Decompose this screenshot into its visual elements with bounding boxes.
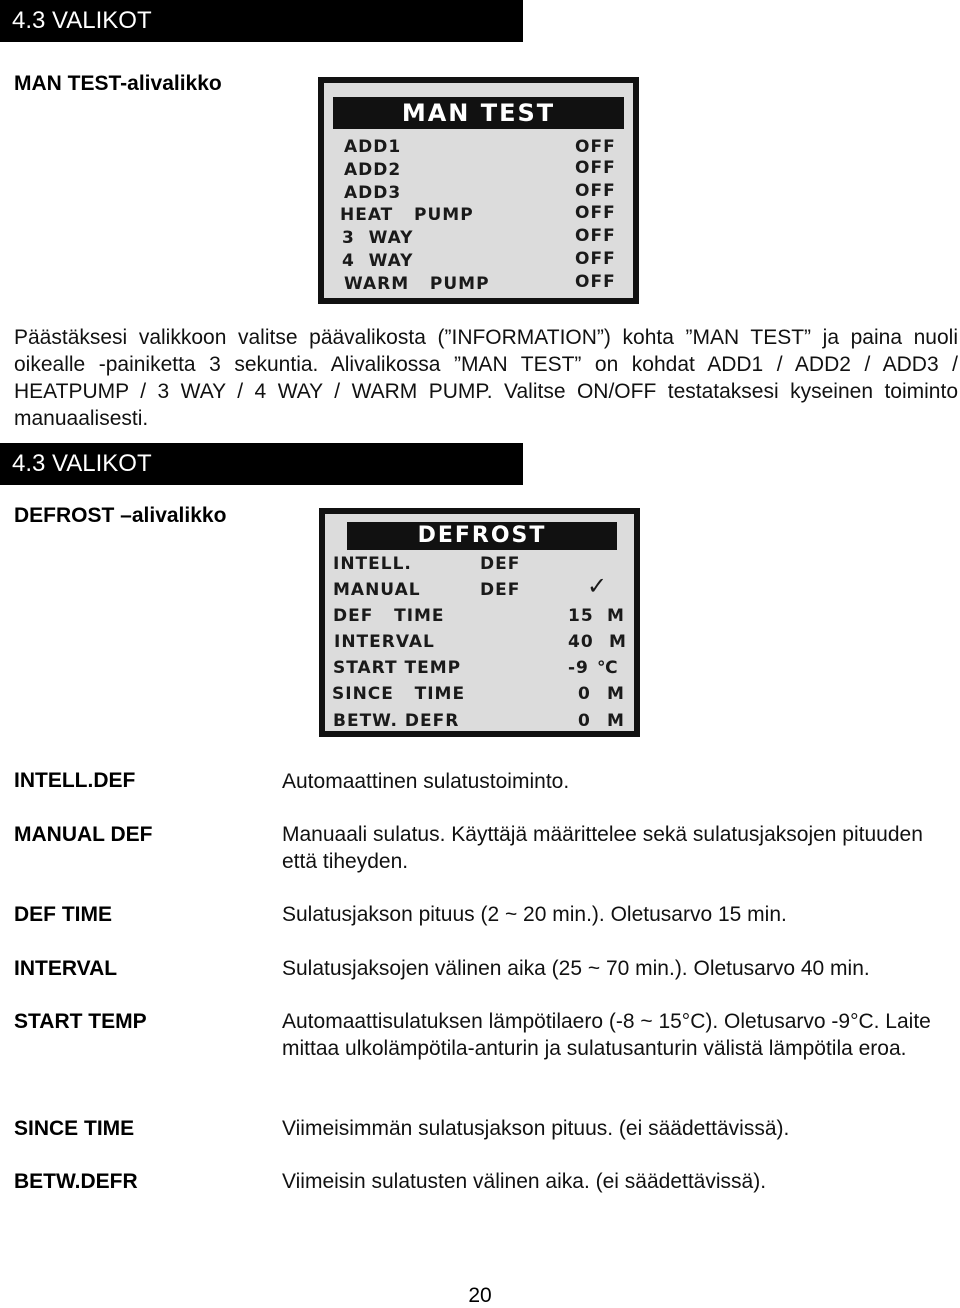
man-test-subheading: MAN TEST-alivalikko: [14, 72, 222, 95]
lcd-row-mid: DEF: [480, 554, 521, 574]
definition-description: Manuaali sulatus. Käyttäjä määrittelee sekä sulatusjaksojen pituuden että tiheyden.: [282, 823, 923, 873]
lcd-title: MAN TEST: [333, 97, 624, 129]
lcd-row-label: START TEMP: [333, 658, 462, 678]
definition-term: START TEMP: [14, 1010, 147, 1033]
lcd-row-value: OFF: [575, 272, 616, 292]
man-test-paragraph: Päästäksesi valikkoon valitse päävalikosta (”INFORMATION”) kohta ”MAN TEST” ja paina nuoli oikealle -painiketta 3 sekuntia. Alivalikossa ”MAN TEST” on kohdat ADD1 / ADD2 / ADD3 / HEATPUMP / 3 WAY / 4 WAY / WARM PUMP. Valitse ON/OFF testataksesi kyseinen toiminto manuaalisesti.: [14, 326, 958, 430]
lcd-row-label: WARM PUMP: [344, 274, 490, 294]
lcd-row-label: INTELL.: [333, 554, 412, 574]
definition-term: BETW.DEFR: [14, 1170, 138, 1193]
lcd-row-value: 0: [578, 711, 591, 731]
lcd-row-label: HEAT PUMP: [340, 205, 474, 225]
lcd-row-value: OFF: [575, 181, 616, 201]
lcd-row-label: ADD3: [344, 183, 402, 203]
definition-term: MANUAL DEF: [14, 823, 153, 846]
lcd-row-label: INTERVAL: [334, 632, 435, 652]
lcd-row-unit: M: [609, 632, 627, 652]
section-heading: 4.3 VALIKOT: [0, 443, 523, 485]
lcd-row-value: OFF: [575, 137, 616, 157]
lcd-row-value: 0: [578, 684, 591, 704]
page-number: 20: [468, 1284, 492, 1307]
lcd-row-value: OFF: [575, 203, 616, 223]
man-test-lcd-screen: [318, 77, 639, 304]
lcd-row-mid: DEF: [480, 580, 521, 600]
definition-description: Automaattinen sulatustoiminto.: [282, 770, 570, 793]
section-heading: 4.3 VALIKOT: [0, 0, 523, 42]
definition-description: Automaattisulatuksen lämpötilaero (-8 ~ 15°C). Oletusarvo -9°C. Laite mittaa ulkolämpötila-anturin ja sulatusanturin välistä lämpötila eroa.: [282, 1010, 931, 1060]
lcd-row-value: -9: [568, 658, 589, 678]
check-icon: ✓: [587, 572, 609, 600]
definition-description: Sulatusjakson pituus (2 ~ 20 min.). Oletusarvo 15 min.: [282, 903, 787, 926]
definition-term: INTELL.DEF: [14, 769, 136, 792]
definition-term: INTERVAL: [14, 957, 118, 980]
defrost-subheading: DEFROST –alivalikko: [14, 504, 227, 527]
lcd-row-unit: M: [607, 606, 625, 626]
definition-description: Viimeisin sulatusten välinen aika. (ei säädettävissä).: [282, 1170, 767, 1193]
lcd-row-label: MANUAL: [333, 580, 421, 600]
lcd-row-value: OFF: [575, 249, 616, 269]
lcd-row-label: ADD2: [344, 160, 402, 180]
lcd-row-label: 4 WAY: [342, 251, 414, 271]
defrost-lcd-screen: [319, 508, 640, 737]
lcd-row-value: 40: [568, 632, 594, 652]
lcd-row-value: OFF: [575, 226, 616, 246]
definition-description: Sulatusjaksojen välinen aika (25 ~ 70 min.). Oletusarvo 40 min.: [282, 957, 870, 980]
lcd-row-unit: M: [607, 684, 625, 704]
lcd-row-unit: M: [607, 711, 625, 731]
lcd-title: DEFROST: [347, 522, 617, 550]
celsius-icon: ℃: [597, 658, 619, 678]
definition-term: SINCE TIME: [14, 1117, 135, 1140]
definition-term: DEF TIME: [14, 903, 112, 926]
lcd-row-value: 15: [568, 606, 594, 626]
lcd-row-label: ADD1: [344, 137, 402, 157]
lcd-row-label: 3 WAY: [342, 228, 414, 248]
lcd-row-label: SINCE TIME: [332, 684, 466, 704]
lcd-row-value: OFF: [575, 158, 616, 178]
definition-description: Viimeisimmän sulatusjakson pituus. (ei säädettävissä).: [282, 1117, 790, 1140]
lcd-row-label: DEF TIME: [333, 606, 445, 626]
lcd-row-label: BETW. DEFR: [333, 711, 460, 731]
